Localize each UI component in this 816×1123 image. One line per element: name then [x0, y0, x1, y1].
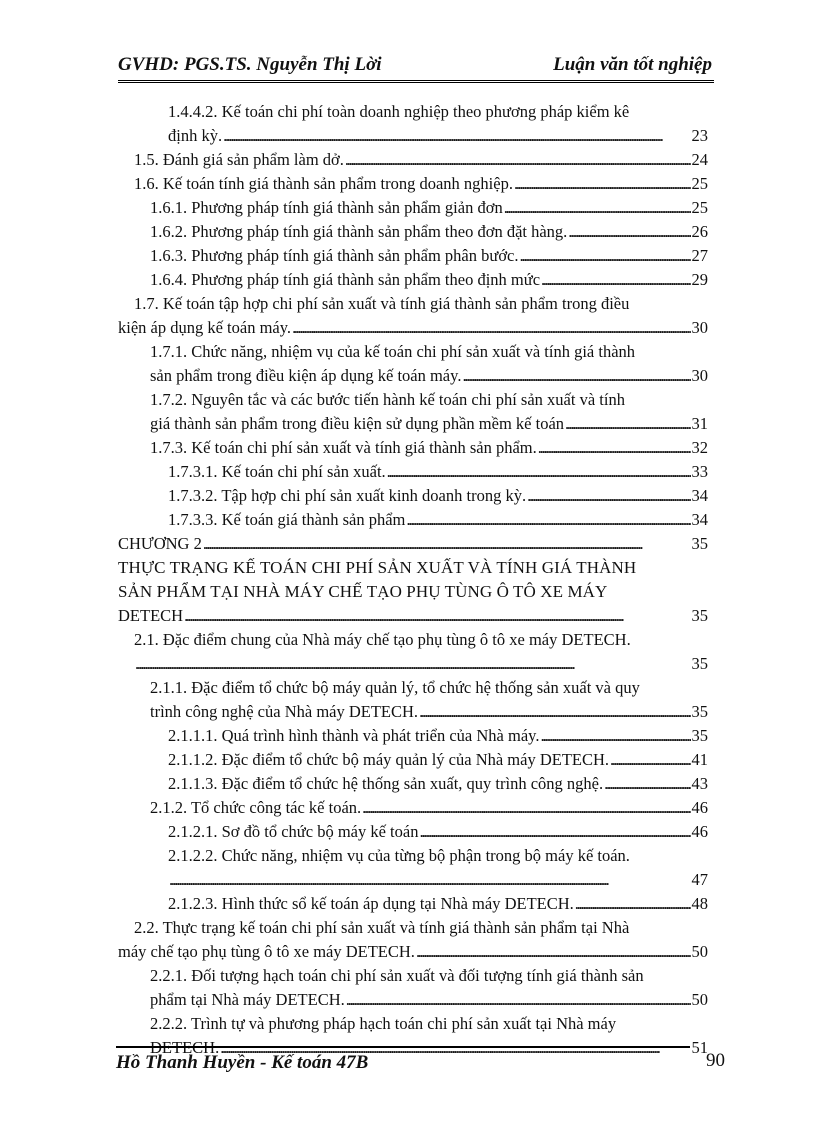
toc-entry: 1.6. Kế toán tính giá thành sản phẩm trong doanh nghiệp. . . . 25: [134, 172, 708, 196]
toc-page-number: 33: [691, 462, 708, 481]
toc-page-number: 35: [691, 702, 708, 721]
toc-entry: 1.7.3. Kế toán chi phí sản xuất và tính giá thành sản phẩm. . . . 32: [150, 436, 708, 460]
toc-entry: [134, 652, 708, 676]
toc-entry: kiện áp dụng kế toán máy. . . . 30: [118, 316, 708, 340]
toc-page-number: 32: [691, 438, 708, 457]
toc-entry: 1.7.3.3. Kế toán giá thành sản phẩm . . . 34: [168, 508, 708, 532]
toc-entry: sản phẩm trong điều kiện áp dụng kế toán máy. . . . 30: [150, 364, 708, 388]
toc-entry: THỰC TRẠNG KẾ TOÁN CHI PHÍ SẢN XUẤT VÀ TÍNH GIÁ THÀNH: [118, 558, 637, 577]
toc-entry: CHƯƠNG 2 . . . 35: [118, 532, 708, 556]
toc-page-number: 47: [691, 870, 708, 889]
toc-page-number: 23: [691, 126, 708, 145]
toc-page-number: 35: [691, 726, 708, 745]
toc-entry: 1.7.3.1. Kế toán chi phí sản xuất. . . . 33: [168, 460, 708, 484]
toc-page-number: 46: [691, 798, 708, 817]
toc-entry: 2.2.1. Đối tượng hạch toán chi phí sản xuất và đối tượng tính giá thành sản: [150, 966, 644, 985]
toc-page-number: 25: [691, 198, 708, 217]
toc-page-number: 35: [691, 606, 708, 625]
toc-page-number: 43: [691, 774, 708, 793]
toc-entry: 2.1.1.2. Đặc điểm tổ chức bộ máy quản lý của Nhà máy DETECH. . . . 41: [168, 748, 708, 772]
toc-page-number: 35: [691, 534, 708, 553]
toc-entry: 2.1.1.1. Quá trình hình thành và phát triển của Nhà máy. . . . 35: [168, 724, 708, 748]
toc-page-number: 50: [691, 990, 708, 1009]
toc-page-number: 31: [691, 414, 708, 433]
toc-page-number: 34: [691, 486, 708, 505]
toc-page-number: 51: [691, 1038, 708, 1057]
toc-page-number: 48: [691, 894, 708, 913]
toc-page-number: 34: [691, 510, 708, 529]
toc-entry: 1.7.1. Chức năng, nhiệm vụ của kế toán chi phí sản xuất và tính giá thành: [150, 342, 636, 361]
header-advisor: GVHD: PGS.TS. Nguyễn Thị Lời: [118, 54, 382, 75]
toc-entry: DETECH . . . 35: [118, 604, 708, 628]
toc-entry: 2.2. Thực trạng kế toán chi phí sản xuất và tính giá thành sản phẩm tại Nhà: [134, 918, 630, 937]
toc-page-number: 50: [691, 942, 708, 961]
page-number: 90: [706, 1050, 725, 1071]
toc-entry: 2.1.1. Đặc điểm tổ chức bộ máy quản lý, tổ chức hệ thống sản xuất và quy: [150, 678, 640, 697]
toc-entry: máy chế tạo phụ tùng ô tô xe máy DETECH. . . . 50: [118, 940, 708, 964]
toc-page-number: 26: [691, 222, 708, 241]
toc-entry: 2.1.2. Tổ chức công tác kế toán. . . . 46: [150, 796, 708, 820]
toc-entry: 1.6.1. Phương pháp tính giá thành sản phẩm giản đơn . . . 25: [150, 196, 708, 220]
toc-entry: giá thành sản phẩm trong điều kiện sử dụng phần mềm kế toán . . . 31: [150, 412, 708, 436]
toc-page-number: 41: [691, 750, 708, 769]
toc-page-number: 29: [691, 270, 708, 289]
toc-page-number: 27: [691, 246, 708, 265]
toc-entry: 2.1.2.1. Sơ đồ tổ chức bộ máy kế toán . . . 46: [168, 820, 708, 844]
toc-entry: 1.6.3. Phương pháp tính giá thành sản phẩm phân bước. . . . 27: [150, 244, 708, 268]
toc-entry: 1.7.3.2. Tập hợp chi phí sản xuất kinh doanh trong kỳ. . . . 34: [168, 484, 708, 508]
toc-entry: 1.7.2. Nguyên tắc và các bước tiến hành kế toán chi phí sản xuất và tính: [150, 390, 625, 409]
toc-entry: phẩm tại Nhà máy DETECH. . . . 50: [150, 988, 708, 1012]
toc-page-number: 46: [691, 822, 708, 841]
toc-entry: 2.2.2. Trình tự và phương pháp hạch toán chi phí sản xuất tại Nhà máy: [150, 1014, 617, 1033]
toc-page-number: 30: [691, 366, 708, 385]
toc-page-number: 24: [691, 150, 708, 169]
toc-entry: 1.6.4. Phương pháp tính giá thành sản phẩm theo định mức . . . 29: [150, 268, 708, 292]
toc-entry: trình công nghệ của Nhà máy DETECH. . . . 35: [150, 700, 708, 724]
header-doc-type: Luận văn tốt nghiệp: [553, 54, 712, 75]
toc-entry: 1.4.4.2. Kế toán chi phí toàn doanh nghiệp theo phương pháp kiểm kê: [168, 102, 630, 121]
toc-entry: 1.5. Đánh giá sản phẩm làm dở. . . . 24: [134, 148, 708, 172]
toc-entry: SẢN PHẨM TẠI NHÀ MÁY CHẾ TẠO PHỤ TÙNG Ô TÔ XE MÁY: [118, 582, 608, 601]
toc-entry: 2.1.2.3. Hình thức sổ kế toán áp dụng tại Nhà máy DETECH. . . . 48: [168, 892, 708, 916]
toc-entry: DETECH. . . . 51: [150, 1036, 708, 1060]
toc-entry: 2.1. Đặc điểm chung của Nhà máy chế tạo phụ tùng ô tô xe máy DETECH.: [134, 630, 631, 649]
toc-page-number: 35: [691, 654, 708, 673]
toc-entry: 1.6.2. Phương pháp tính giá thành sản phẩm theo đơn đặt hàng. . . . 26: [150, 220, 708, 244]
toc-page-number: 30: [691, 318, 708, 337]
footer-rule: [116, 1046, 690, 1048]
toc-entry: 1.7. Kế toán tập hợp chi phí sản xuất và tính giá thành sản phẩm trong điều: [134, 294, 630, 313]
toc-entry: định kỳ. . . . 23: [168, 124, 708, 148]
page-header: [118, 52, 714, 83]
toc-entry: [168, 868, 708, 892]
toc-entry: 2.1.1.3. Đặc điểm tổ chức hệ thống sản xuất, quy trình công nghệ. . . . 43: [168, 772, 708, 796]
footer-author: Hồ Thanh Huyền - Kế toán 47B: [116, 1052, 369, 1073]
toc-entry: 2.1.2.2. Chức năng, nhiệm vụ của từng bộ phận trong bộ máy kế toán.: [168, 846, 630, 865]
toc-page-number: 25: [691, 174, 708, 193]
